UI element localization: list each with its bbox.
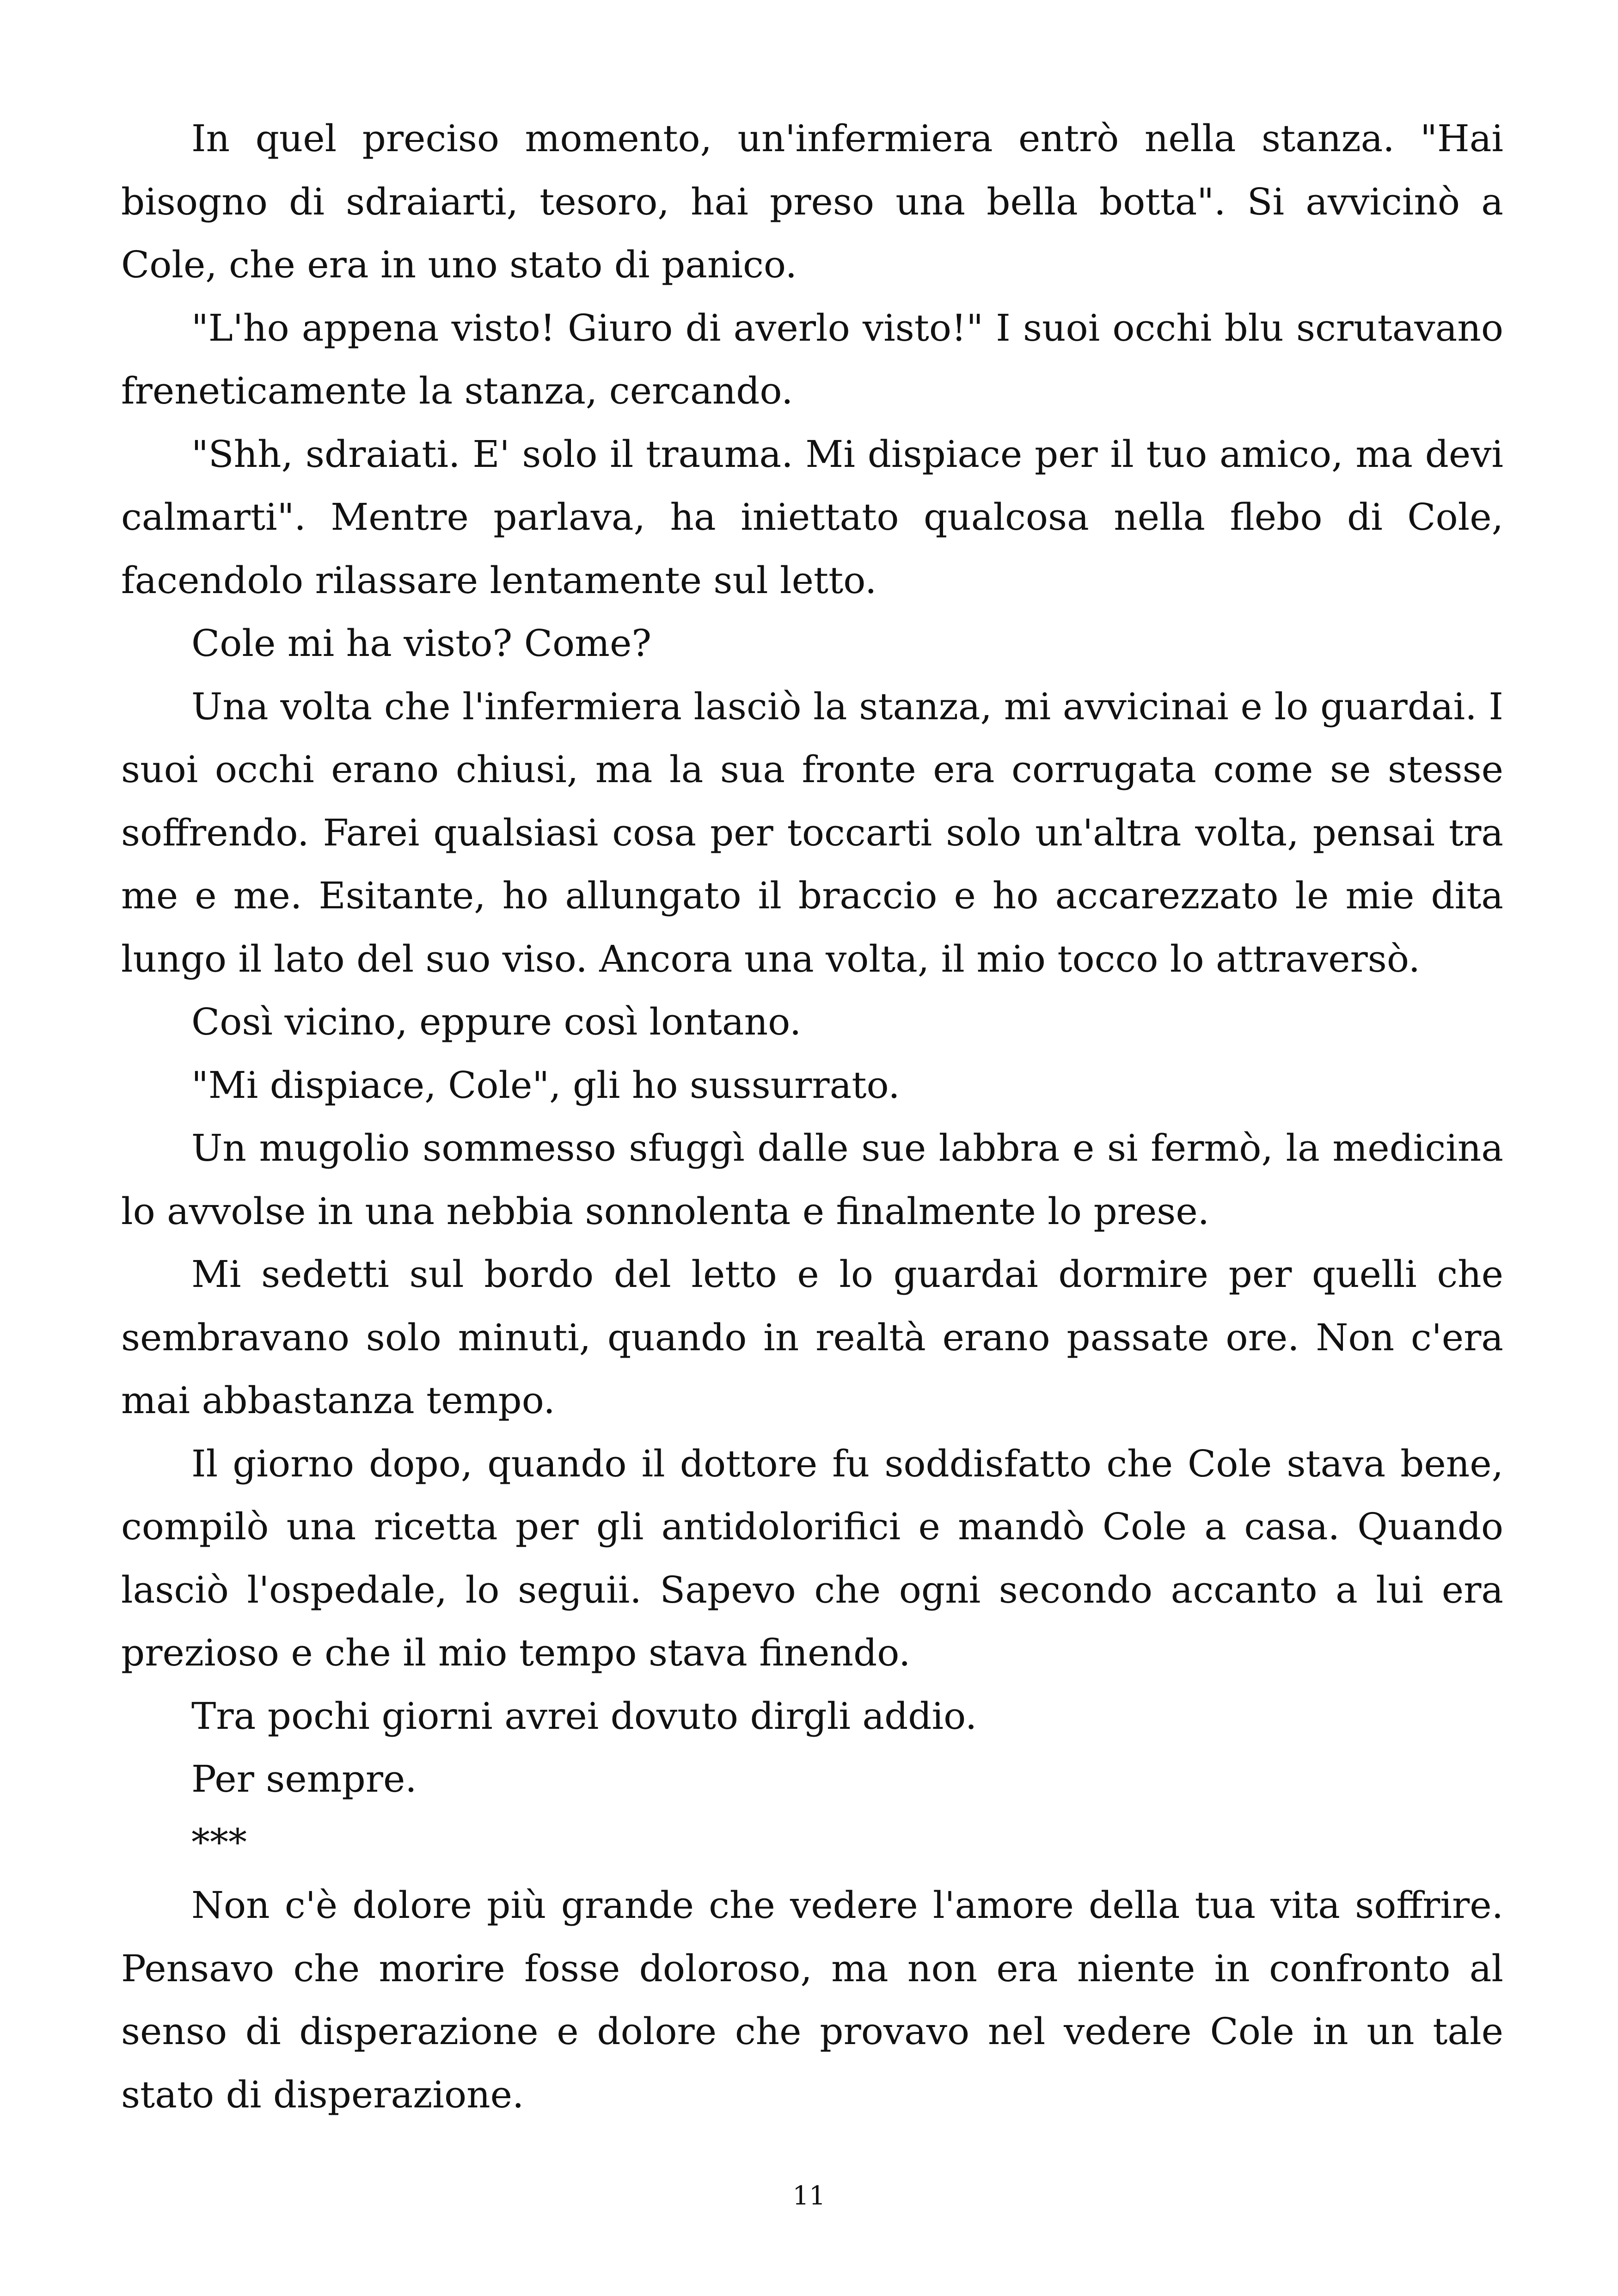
paragraph-forever: Per sempre. — [191, 1757, 417, 1800]
paragraph-no-greater-pain: Non c'è dolore più grande che vedere l'amore della tua vita soffrire. Pensavo che morire fosse doloroso, ma non era niente in confronto al senso di disperazione e dolore che provavo nel vedere Cole in un tale stato di disperazione. — [121, 1884, 1503, 2116]
paragraph-medicine: Un mugolio sommesso sfuggì dalle sue labbra e si fermò, la medicina lo avvolse in una nebbia sonnolenta e finalmente lo prese. — [121, 1127, 1503, 1233]
paragraph-watching-sleep: Mi sedetti sul bordo del letto e lo guardai dormire per quelli che sembravano solo minuti, quando in realtà erano passate ore. Non c'era mai abbastanza tempo. — [121, 1253, 1503, 1422]
page-number: 11 — [792, 2181, 826, 2211]
paragraph-nurse-calms: "Shh, sdraiati. E' solo il trauma. Mi dispiace per il tuo amico, ma devi calmarti". Mentre parlava, ha iniettato qualcosa nella flebo di Cole, facendolo rilassare lentamente sul letto. — [121, 432, 1503, 602]
section-break: *** — [191, 1820, 247, 1864]
paragraph-next-day: Il giorno dopo, quando il dottore fu soddisfatto che Cole stava bene, compilò una ricetta per gli antidolorifici e mandò Cole a casa. Quando lasciò l'ospedale, lo seguii. Sapevo che ogni secondo accanto a lui era prezioso e che il mio tempo stava finendo. — [121, 1442, 1503, 1674]
paragraph-nurse-enters: In quel preciso momento, un'infermiera entrò nella stanza. "Hai bisogno di sdraiarti, tesoro, hai preso una bella botta". Si avvicinò a Cole, che era in uno stato di panico. — [121, 117, 1503, 286]
body-text — [121, 107, 1503, 2126]
paragraph-cole-saw: "L'ho appena visto! Giuro di averlo visto!" I suoi occhi blu scrutavano freneticamente la stanza, cercando. — [121, 306, 1503, 412]
paragraph-touch-attempt: Una volta che l'infermiera lasciò la stanza, mi avvicinai e lo guardai. I suoi occhi erano chiusi, ma la sua fronte era corrugata come se stesse soffrendo. Farei qualsiasi cosa per toccarti solo un'altra volta, pensai tra me e me. Esitante, ho allungato il braccio e ho accarezzato le mie dita lungo il lato del suo viso. Ancora una volta, il mio tocco lo attraversò. — [121, 685, 1503, 980]
paragraph-goodbye: Tra pochi giorni avrei dovuto dirgli addio. — [191, 1694, 977, 1738]
paragraph-sorry-cole: "Mi dispiace, Cole", gli ho sussurrato. — [191, 1063, 900, 1107]
paragraph-so-close: Così vicino, eppure così lontano. — [191, 1000, 802, 1043]
paragraph-cole-question: Cole mi ha visto? Come? — [191, 622, 652, 665]
